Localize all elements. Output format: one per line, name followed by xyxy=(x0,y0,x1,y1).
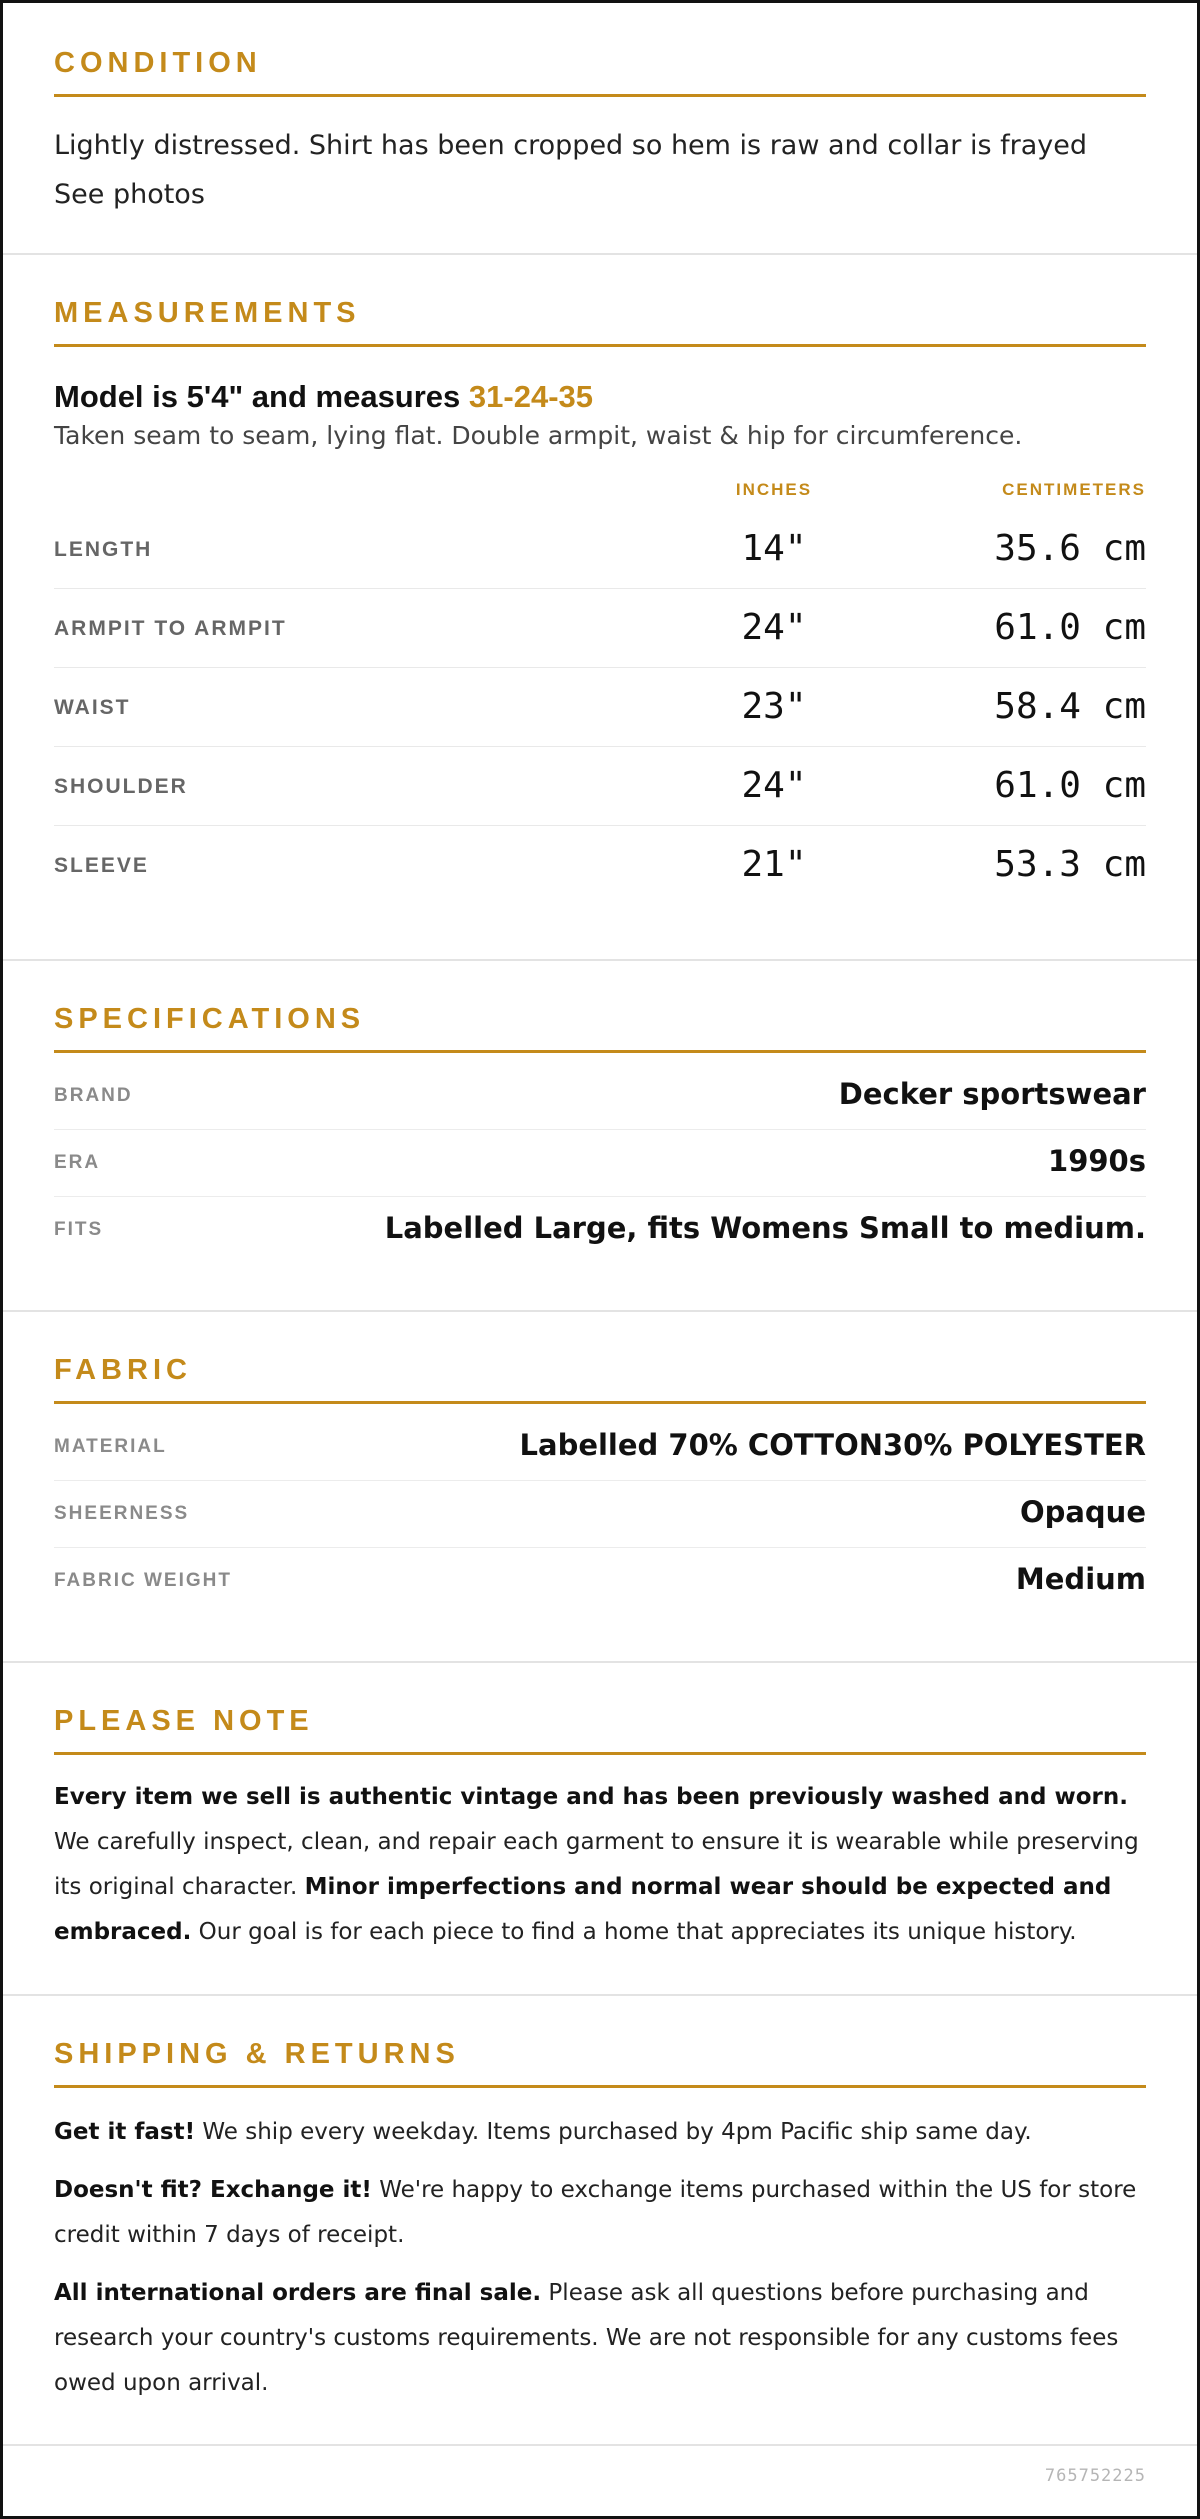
fabric-heading: FABRIC xyxy=(54,1354,1146,1404)
fabric-value: Labelled 70% COTTON30% POLYESTER xyxy=(519,1428,1146,1462)
measurement-label: LENGTH xyxy=(54,538,153,561)
fabric-label: FABRIC WEIGHT xyxy=(54,1570,232,1591)
measurement-label: SLEEVE xyxy=(54,854,149,877)
fabric-value: Medium xyxy=(1015,1562,1146,1596)
spec-label: FITS xyxy=(54,1219,104,1240)
measurements-column-headers xyxy=(54,480,1146,510)
shipping-fast-bold: Get it fast! xyxy=(54,2119,196,2145)
measurement-inches: 21" xyxy=(741,844,807,885)
measurement-row xyxy=(54,589,1146,668)
measurement-cm: 61.0 cm xyxy=(994,765,1146,806)
please-note-text-2: Our goal is for each piece to find a home that appreciates its unique history. xyxy=(191,1919,1077,1945)
specifications-heading: SPECIFICATIONS xyxy=(54,1003,1146,1053)
shipping-fast-text: We ship every weekday. Items purchased by 4pm Pacific ship same day. xyxy=(195,2119,1032,2145)
measurement-inches: 24" xyxy=(741,765,807,806)
fabric-label: SHEERNESS xyxy=(54,1503,190,1524)
measurement-cm: 58.4 cm xyxy=(994,686,1146,727)
spec-value: Labelled Large, fits Womens Small to medium. xyxy=(384,1211,1146,1245)
measurement-label: SHOULDER xyxy=(54,775,188,798)
fabric-list xyxy=(54,1414,1146,1615)
measurements-section xyxy=(3,255,1197,961)
specifications-section xyxy=(3,961,1197,1312)
spec-value: Decker sportswear xyxy=(838,1077,1146,1111)
measurement-cm: 61.0 cm xyxy=(994,607,1146,648)
centimeters-column-header: CENTIMETERS xyxy=(1002,480,1146,499)
condition-text: Lightly distressed. Shirt has been cropped so hem is raw and collar is frayed See photos xyxy=(54,130,1088,210)
measurements-heading: MEASUREMENTS xyxy=(54,297,1146,347)
measurement-cm: 35.6 cm xyxy=(994,528,1146,569)
shipping-paragraph-exchange xyxy=(54,2168,1146,2258)
please-note-heading: PLEASE NOTE xyxy=(54,1705,1146,1755)
measurements-subtitle: Taken seam to seam, lying flat. Double armpit, waist & hip for circumference. xyxy=(54,421,1023,450)
measurement-row xyxy=(54,668,1146,747)
inches-column-header: INCHES xyxy=(735,480,813,499)
measurement-row xyxy=(54,510,1146,589)
measurement-row xyxy=(54,747,1146,826)
please-note-section xyxy=(3,1663,1197,1996)
shipping-returns-section xyxy=(3,1996,1197,2446)
measurement-label: WAIST xyxy=(54,696,131,719)
fabric-label: MATERIAL xyxy=(54,1436,167,1457)
condition-section xyxy=(3,3,1197,255)
please-note-bold-2: Minor imperfections and normal wear should be expected and embraced. xyxy=(54,1874,1112,1945)
model-measurements-title xyxy=(54,379,1146,415)
shipping-returns-body xyxy=(54,2110,1146,2406)
spec-row-fits xyxy=(54,1197,1146,1264)
shipping-paragraph-fast xyxy=(54,2110,1146,2155)
please-note-bold-1: Every item we sell is authentic vintage and has been previously washed and worn. xyxy=(54,1784,1128,1810)
model-measurements-values: 31-24-35 xyxy=(468,379,593,414)
fabric-section xyxy=(3,1312,1197,1663)
spec-row-era xyxy=(54,1130,1146,1197)
spec-row-brand xyxy=(54,1063,1146,1130)
fabric-row-material xyxy=(54,1414,1146,1481)
spec-value: 1990s xyxy=(1048,1144,1146,1178)
sku-number: 765752225 xyxy=(1044,2466,1146,2486)
model-measurements-prefix: Model is 5'4" and measures xyxy=(54,379,469,414)
shipping-international-bold: All international orders are final sale. xyxy=(54,2280,542,2306)
shipping-returns-heading: SHIPPING & RETURNS xyxy=(54,2038,1146,2088)
measurement-inches: 24" xyxy=(741,607,807,648)
please-note-text-1: We carefully inspect, clean, and repair each garment to ensure it is wearable while preserving its original character. xyxy=(54,1829,1139,1900)
measurement-cm: 53.3 cm xyxy=(994,844,1146,885)
fabric-row-weight xyxy=(54,1548,1146,1615)
fabric-row-sheerness xyxy=(54,1481,1146,1548)
shipping-paragraph-international xyxy=(54,2271,1146,2406)
measurement-inches: 23" xyxy=(741,686,807,727)
shipping-international-text: Please ask all questions before purchasing and research your country's customs requirements. We are not responsible for any customs fees owed upon arrival. xyxy=(54,2280,1119,2396)
please-note-text xyxy=(54,1775,1146,1955)
shipping-exchange-bold: Doesn't fit? Exchange it! xyxy=(54,2177,372,2203)
measurement-inches: 14" xyxy=(741,528,807,569)
condition-heading: CONDITION xyxy=(54,47,1146,97)
fabric-value: Opaque xyxy=(1019,1495,1146,1529)
measurement-label: ARMPIT TO ARMPIT xyxy=(54,617,287,640)
measurement-row xyxy=(54,826,1146,905)
spec-label: BRAND xyxy=(54,1085,133,1106)
shipping-exchange-text: We're happy to exchange items purchased within the US for store credit within 7 days of receipt. xyxy=(54,2177,1137,2248)
specifications-list xyxy=(54,1063,1146,1264)
spec-label: ERA xyxy=(54,1152,101,1173)
measurements-table xyxy=(54,510,1146,905)
